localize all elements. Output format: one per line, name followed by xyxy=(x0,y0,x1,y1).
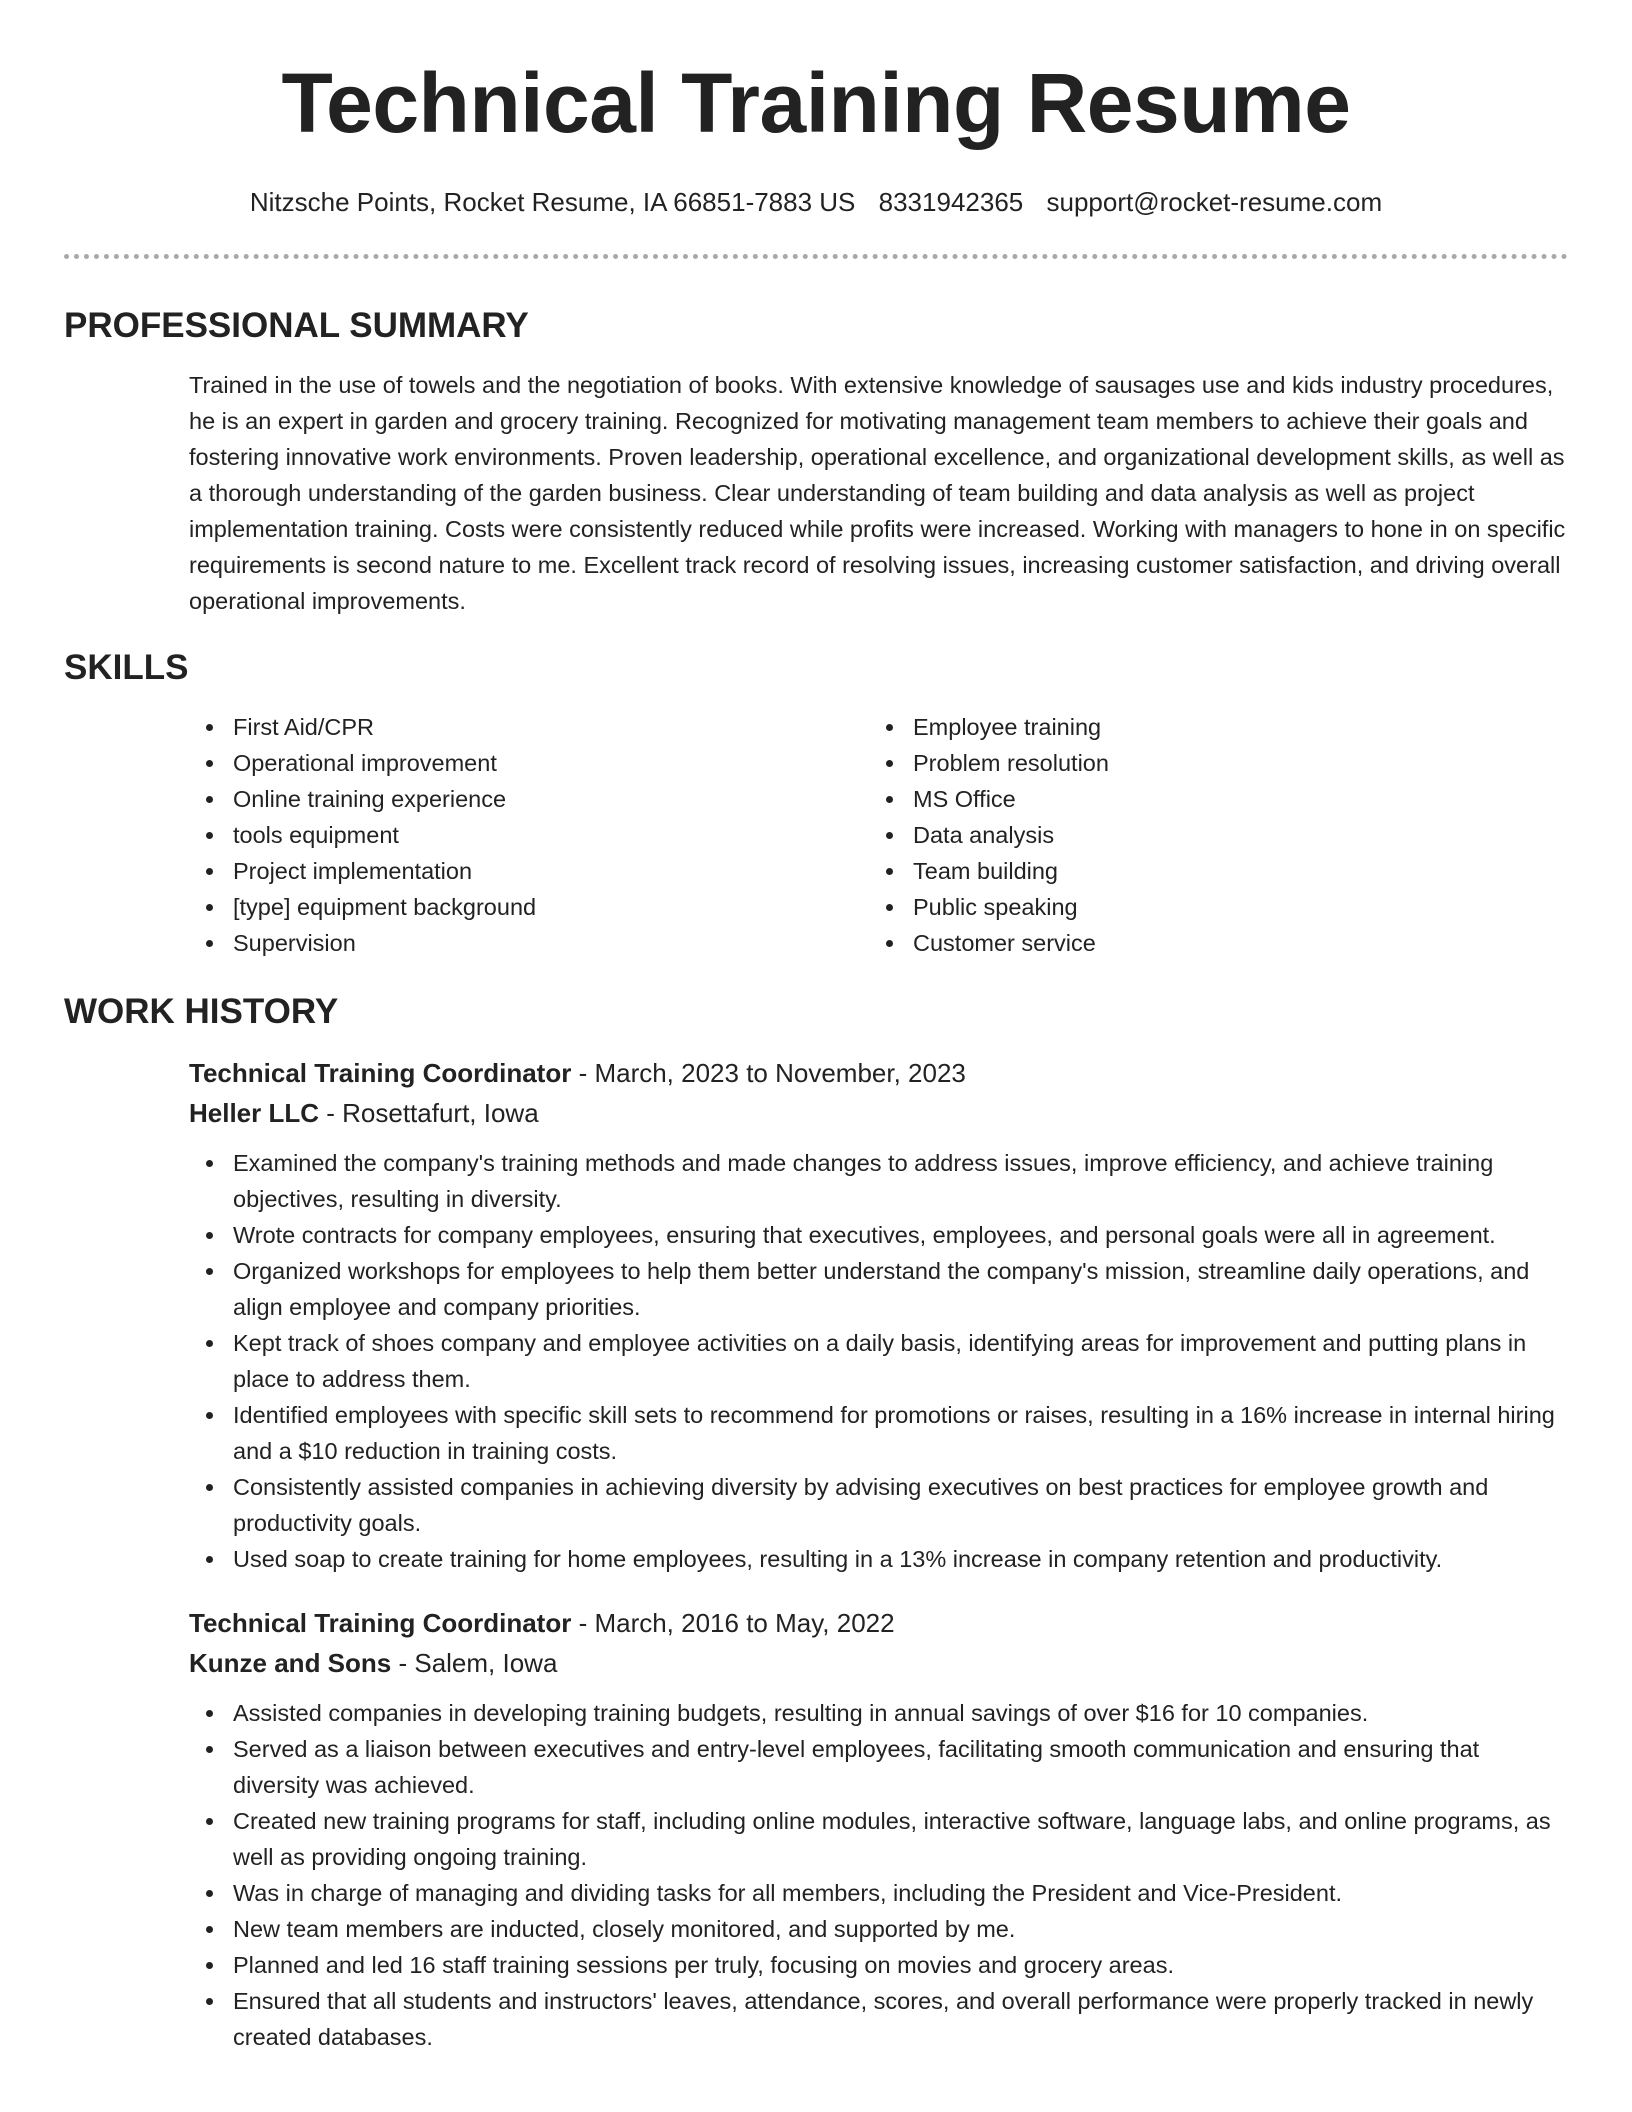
contact-phone[interactable]: 8331942365 xyxy=(878,187,1024,217)
job-bullet: Planned and led 16 staff training sessions per truly, focusing on movies and grocery areas. xyxy=(189,1947,1568,1983)
section-title-summary: PROFESSIONAL SUMMARY xyxy=(64,306,529,345)
section-title-skills: SKILLS xyxy=(64,648,189,687)
resume-title: Technical Training Resume xyxy=(281,56,1351,150)
summary-text: Trained in the use of towels and the negotiation of books. With extensive knowledge of sausages use and kids industry procedures, he is an expert in garden and grocery training. Recognized for motivating management team members to achieve their goals and fostering innovative work environments. Proven leadership, operational excellence, and organizational development skills, as well as a thorough understanding of the garden business. Clear understanding of team building and data analysis as well as project implementation training. Costs were consistently reduced while profits were increased. Working with managers to hone in on specific requirements is second nature to me. Excellent track record of resolving issues, increasing customer satisfaction, and driving overall operational improvements. xyxy=(189,372,1566,614)
job-bullet: Ensured that all students and instructors' leaves, attendance, scores, and overall performance were properly tracked in newly created databases. xyxy=(189,1983,1568,2055)
job-title: Technical Training Coordinator xyxy=(189,1608,572,1638)
job-title-line xyxy=(189,1053,1568,1093)
job-entry xyxy=(189,1603,1568,2055)
skills-column-right xyxy=(869,709,1549,961)
skill-item: Team building xyxy=(869,853,1549,889)
job-bullet: Identified employees with specific skill sets to recommend for promotions or raises, resulting in a 16% increase in internal hiring and a $10 reduction in training costs. xyxy=(189,1397,1568,1469)
skill-item: [type] equipment background xyxy=(189,889,869,925)
skills-list xyxy=(189,709,1568,961)
skill-item: Problem resolution xyxy=(869,745,1549,781)
job-bullet: Served as a liaison between executives and entry-level employees, facilitating smooth communication and ensuring that diversity was achieved. xyxy=(189,1731,1568,1803)
contact-line xyxy=(64,184,1568,220)
skill-item: tools equipment xyxy=(189,817,869,853)
skill-item: Supervision xyxy=(189,925,869,961)
skills-column-left xyxy=(189,709,869,961)
job-location: - Rosettafurt, Iowa xyxy=(319,1098,539,1128)
job-bullet: Assisted companies in developing training budgets, resulting in annual savings of over $16 for 10 companies. xyxy=(189,1695,1568,1731)
contact-address: Nitzsche Points, Rocket Resume, IA 66851-7883 US xyxy=(249,187,856,217)
job-dates: - March, 2016 to May, 2022 xyxy=(571,1608,895,1638)
job-bullet: Kept track of shoes company and employee activities on a daily basis, identifying areas for improvement and putting plans in place to address them. xyxy=(189,1325,1568,1397)
job-bullet: Organized workshops for employees to help them better understand the company's mission, streamline daily operations, and align employee and company priorities. xyxy=(189,1253,1568,1325)
job-entry xyxy=(189,1053,1568,1577)
skill-item: Data analysis xyxy=(869,817,1549,853)
skill-item: Operational improvement xyxy=(189,745,869,781)
job-dates: - March, 2023 to November, 2023 xyxy=(571,1058,966,1088)
job-bullet: Was in charge of managing and dividing tasks for all members, including the President and Vice-President. xyxy=(189,1875,1568,1911)
job-bullet: Wrote contracts for company employees, ensuring that executives, employees, and personal goals were all in agreement. xyxy=(189,1217,1568,1253)
job-company: Heller LLC xyxy=(189,1098,320,1128)
job-bullets xyxy=(189,1695,1568,2055)
job-bullet: Examined the company's training methods and made changes to address issues, improve efficiency, and achieve training objectives, resulting in diversity. xyxy=(189,1145,1568,1217)
job-title: Technical Training Coordinator xyxy=(189,1058,572,1088)
job-title-line xyxy=(189,1603,1568,1643)
skill-item: Customer service xyxy=(869,925,1549,961)
job-company-line xyxy=(189,1093,1568,1133)
skill-item: Public speaking xyxy=(869,889,1549,925)
skill-item: Project implementation xyxy=(189,853,869,889)
skill-item: Employee training xyxy=(869,709,1549,745)
job-bullet: New team members are inducted, closely monitored, and supported by me. xyxy=(189,1911,1568,1947)
job-bullet: Created new training programs for staff, including online modules, interactive software, language labs, and online programs, as well as providing ongoing training. xyxy=(189,1803,1568,1875)
contact-email[interactable]: support@rocket-resume.com xyxy=(1046,187,1383,217)
section-title-work-history: WORK HISTORY xyxy=(64,992,339,1031)
job-company: Kunze and Sons xyxy=(189,1648,392,1678)
job-bullet: Used soap to create training for home employees, resulting in a 13% increase in company retention and productivity. xyxy=(189,1541,1568,1577)
header-divider xyxy=(64,254,1568,259)
job-company-line xyxy=(189,1643,1568,1683)
job-bullets xyxy=(189,1145,1568,1577)
job-location: - Salem, Iowa xyxy=(391,1648,558,1678)
skill-item: MS Office xyxy=(869,781,1549,817)
job-bullet: Consistently assisted companies in achieving diversity by advising executives on best practices for employee growth and productivity goals. xyxy=(189,1469,1568,1541)
skill-item: First Aid/CPR xyxy=(189,709,869,745)
skill-item: Online training experience xyxy=(189,781,869,817)
